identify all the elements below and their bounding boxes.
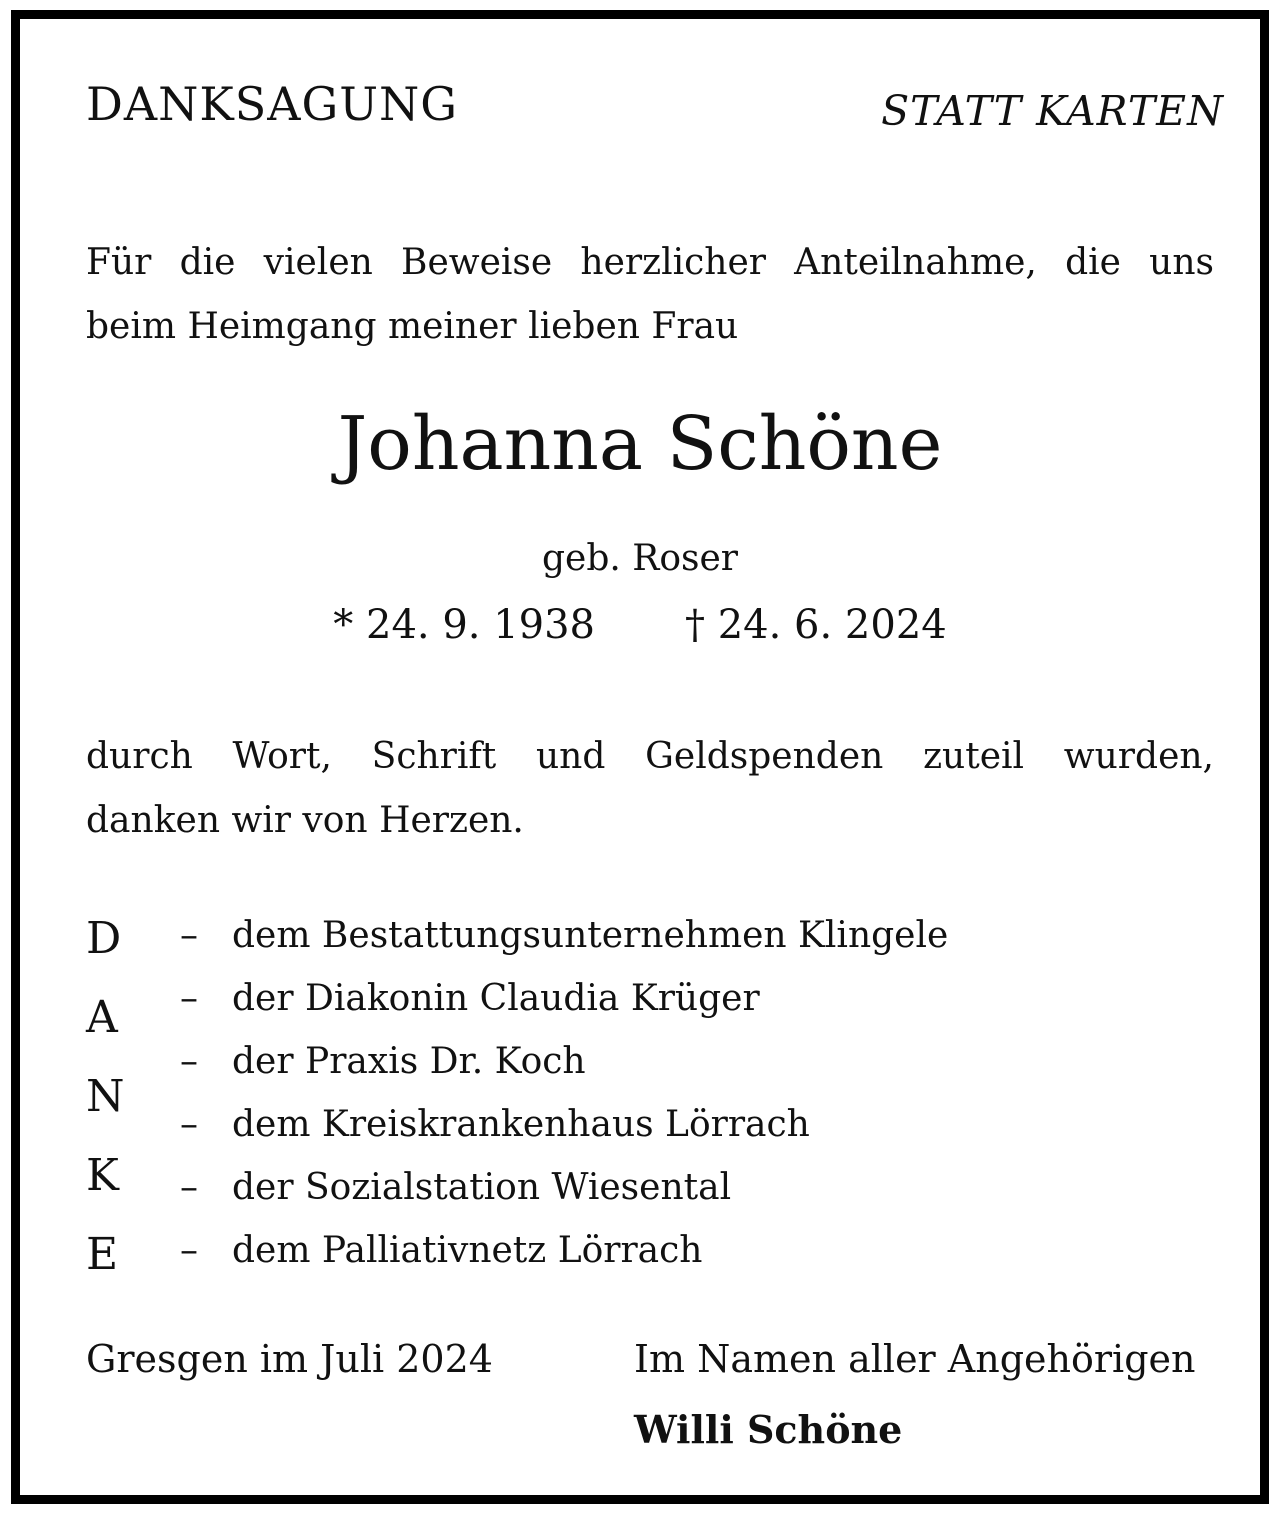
list-item-text: der Diakonin Claudia Krüger [232,978,760,1019]
acrostic-letter: K [86,1150,119,1201]
list-item-text: der Praxis Dr. Koch [232,1041,586,1082]
thanks-paragraph [86,725,1214,853]
list-dash: – [180,1104,198,1145]
list-item [180,1093,948,1156]
list-item-text: der Sozialstation Wiesental [232,1167,732,1208]
list-dash: – [180,978,198,1019]
list-item [180,1219,948,1282]
notice-subtitle: STATT KARTEN [881,87,1224,135]
acrostic-letter: D [86,913,122,964]
place-date: Gresgen im Juli 2024 [86,1337,493,1381]
list-dash: – [180,915,198,956]
acrostic-letter: N [86,1071,125,1122]
thanks-line: danken wir von Herzen. [86,800,524,841]
deceased-name: Johanna Schöne [337,401,943,487]
intro-paragraph [86,231,1214,359]
birth-name: geb. Roser [541,538,739,579]
list-item [180,967,948,1030]
intro-line: beim Heimgang meiner lieben Frau [86,306,739,347]
list-dash: – [180,1230,198,1271]
list-item [180,1156,948,1219]
death-date: † 24. 6. 2024 [685,602,947,648]
list-dash: – [180,1167,198,1208]
notice-title: DANKSAGUNG [86,77,458,131]
list-item [180,904,948,967]
thanks-list [180,904,948,1282]
danke-acrostic [86,907,146,1302]
signer-name: Willi Schöne [634,1407,903,1452]
thanks-line: durch Wort, Schrift und Geldspenden zuteil wurden, [86,736,1214,777]
list-item-text: dem Palliativnetz Lörrach [232,1230,703,1271]
acrostic-letter: E [86,1229,119,1280]
list-item-text: dem Kreiskrankenhaus Lörrach [232,1104,810,1145]
list-item-text: dem Bestattungsunternehmen Klingele [232,915,949,956]
birth-date: * 24. 9. 1938 [333,602,595,648]
acrostic-letter: A [86,992,118,1043]
life-dates [20,602,1260,648]
list-dash: – [180,1041,198,1082]
signoff-line: Im Namen aller Angehörigen [634,1337,1196,1381]
list-item [180,1030,948,1093]
intro-line: Für die vielen Beweise herzlicher Anteilnahme, die uns [86,242,1214,283]
obituary-notice [11,10,1269,1504]
